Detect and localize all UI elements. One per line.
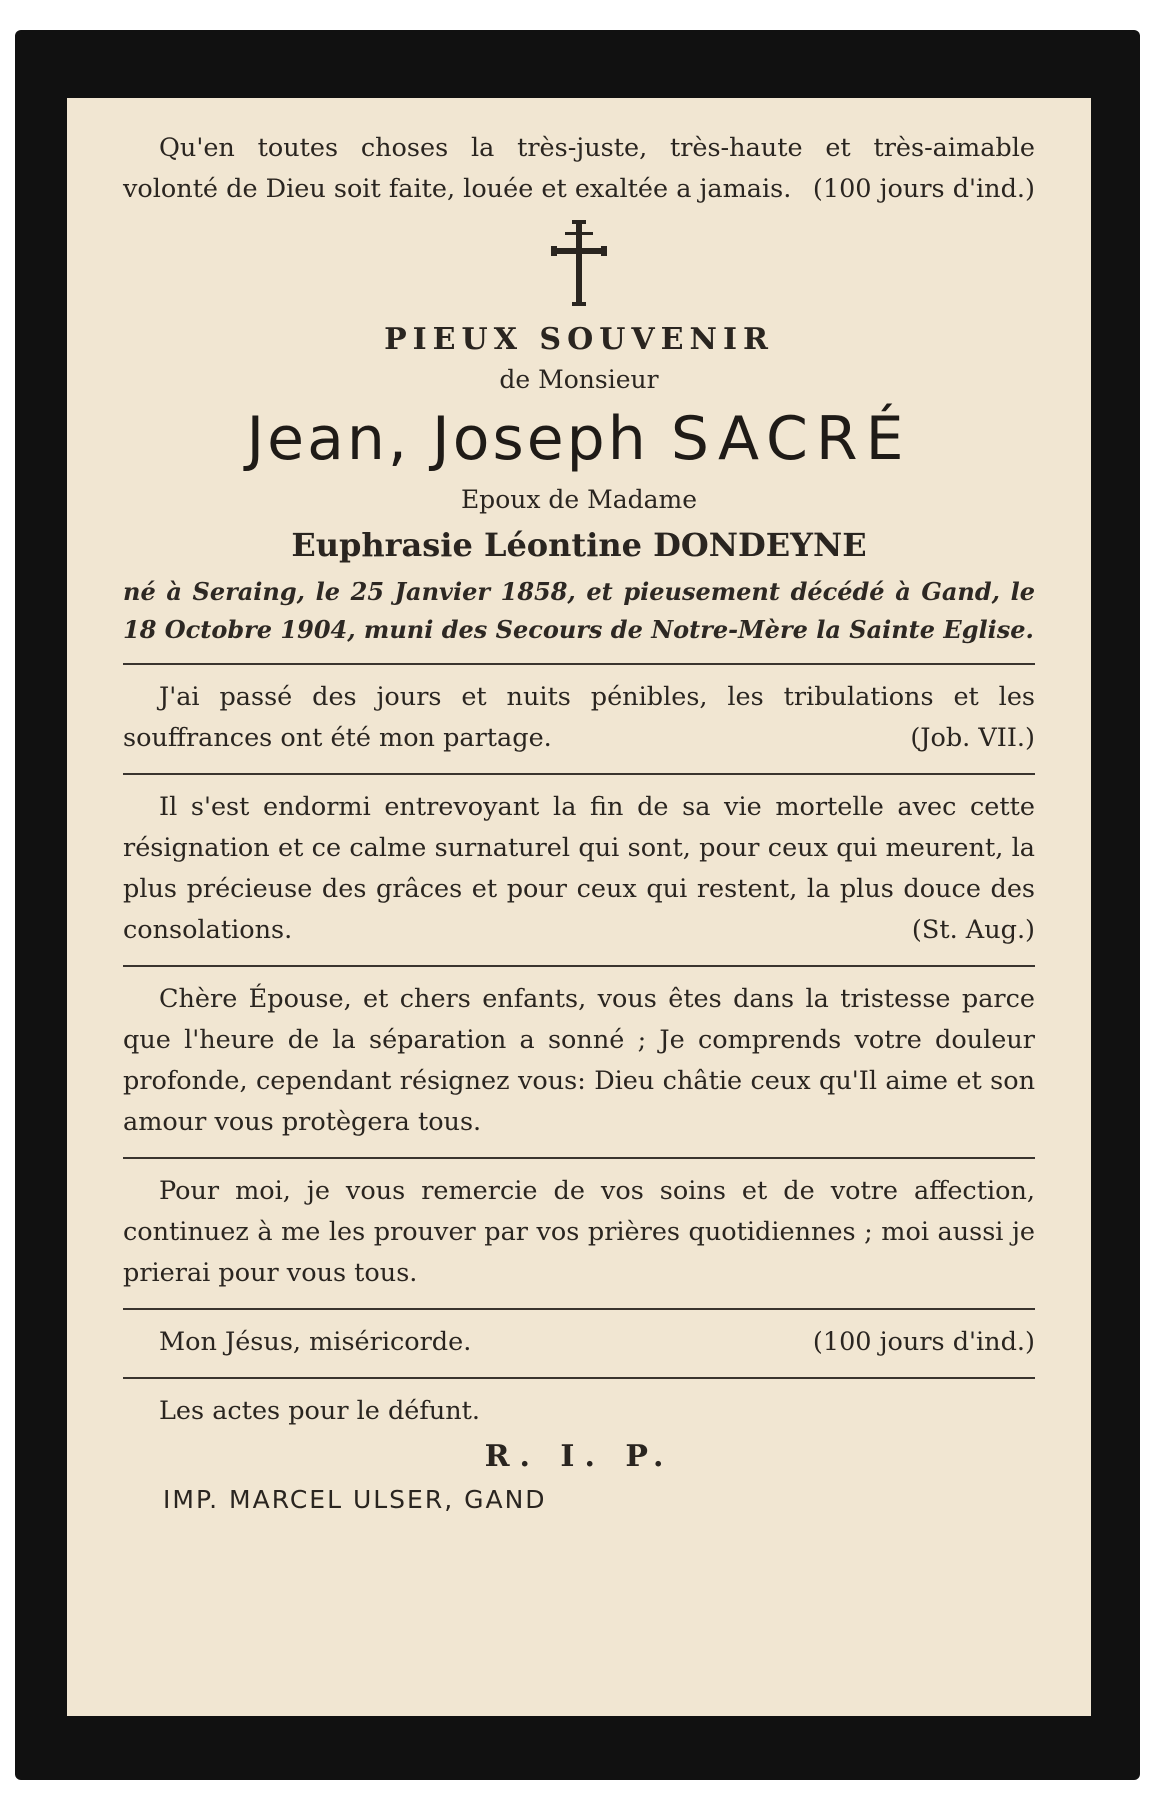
- divider: [123, 965, 1035, 967]
- divider: [123, 773, 1035, 775]
- section-family: [123, 979, 1035, 1143]
- printer-imprint: IMP. MARCEL ULSER, GAND: [163, 1485, 547, 1514]
- spouse-name: Euphrasie Léontine DONDEYNE: [291, 526, 867, 564]
- deceased-surname: SACRÉ: [670, 404, 912, 474]
- heading-subtitle: de Monsieur: [499, 365, 659, 394]
- section-job: [123, 677, 1035, 759]
- section-augustine: [123, 787, 1035, 951]
- card-paper: [67, 98, 1091, 1716]
- intro-prayer: [123, 128, 1035, 210]
- spouse-intro: Epoux de Madame: [460, 485, 698, 514]
- section-thanks: [123, 1171, 1035, 1294]
- acts-line: Les actes pour le défunt.: [159, 1396, 481, 1426]
- intro-indulgence: (100 jours d'ind.): [812, 174, 1035, 204]
- card-content: [123, 128, 1035, 1520]
- card-heading: PIEUX SOUVENIR: [384, 322, 774, 357]
- rip-text: R. I. P.: [484, 1439, 674, 1474]
- section-text: Chère Épouse, et chers enfants, vous êtes dans la tristesse parce que l'heure de la séparation a sonné ; Je comprends votre douleur profonde, cependant résignez vous: Dieu châtie ceux qu'Il aime et son amour vous protègera tous.: [123, 984, 1035, 1137]
- cross-icon: [123, 218, 1035, 313]
- divider: [123, 1157, 1035, 1159]
- section-text: J'ai passé des jours et nuits pénibles, les tribulations et les souffrances ont été mon partage.: [123, 682, 1035, 753]
- divider: [123, 663, 1035, 665]
- life-details: né à Seraing, le 25 Janvier 1858, et pieusement décédé à Gand, le 18 Octobre 1904, muni des Secours de Notre-Mère la Sainte Eglise.: [123, 577, 1035, 644]
- divider: [123, 1377, 1035, 1379]
- section-text: Pour moi, je vous remercie de vos soins et de votre affection, continuez à me les prouver par vos prières quotidiennes ; moi aussi je prierai pour vous tous.: [123, 1176, 1035, 1288]
- divider: [123, 1308, 1035, 1310]
- section-reference: (St. Aug.): [911, 915, 1035, 945]
- deceased-name: [123, 401, 1035, 477]
- deceased-given-names: Jean, Joseph: [246, 404, 649, 474]
- section-reference: (Job. VII.): [910, 723, 1035, 753]
- memorial-card: [15, 30, 1140, 1780]
- section-text: Il s'est endormi entrevoyant la fin de sa vie mortelle avec cette résignation et ce calme surnaturel qui sont, pour ceux qui meurent, la plus précieuse des grâces et pour ceux qui restent, la plus douce des consolations.: [123, 792, 1035, 945]
- intro-text: Qu'en toutes choses la très-juste, très-haute et très-aimable volonté de Dieu soit faite, louée et exaltée a jamais.: [123, 133, 1035, 204]
- prayer-line: [123, 1322, 1035, 1363]
- prayer-text: Mon Jésus, miséricorde.: [159, 1327, 472, 1357]
- prayer-indulgence: (100 jours d'ind.): [812, 1327, 1035, 1357]
